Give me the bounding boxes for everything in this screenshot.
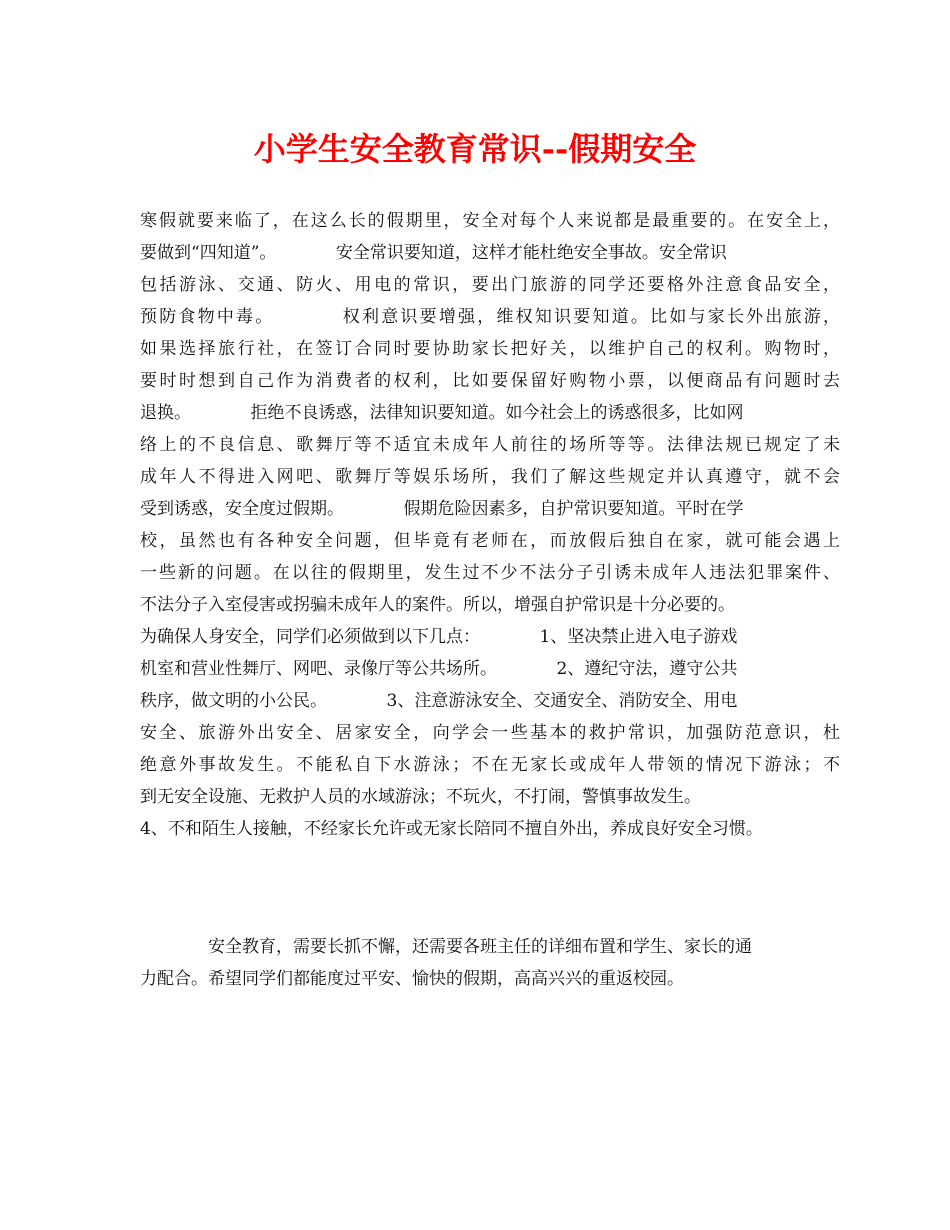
text-line: 络上的不良信息、歌舞厅等不适宜未成年人前往的场所等等。法律法规已规定了未: [140, 435, 840, 455]
text-line: 成年人不得进入网吧、歌舞厅等娱乐场所，我们了解这些规定并认真遵守，就不会: [140, 467, 840, 487]
text-line: 不法分子入室侵害或拐骗未成年人的案件。所以，增强自护常识是十分必要的。: [140, 595, 735, 615]
text-line: 退换。 拒绝不良诱惑，法律知识要知道。如今社会上的诱惑很多，比如网: [140, 403, 744, 423]
text-line: 预防食物中毒。 权利意识要增强，维权知识要知道。比如与家长外出旅游，: [140, 307, 840, 327]
text-line: 要做到“四知道”。 安全常识要知道，这样才能杜绝安全事故。安全常识: [140, 243, 727, 263]
text-line: 安全教育，需要长抓不懈，还需要各班主任的详细布置和学生、家长的通: [140, 937, 752, 957]
text-line: 包括游泳、交通、防火、用电的常识，要出门旅游的同学还要格外注意食品安全，: [140, 275, 840, 295]
text-line: 机室和营业性舞厅、网吧、录像厅等公共场所。 2、遵纪守法，遵守公共: [140, 659, 738, 679]
text-line: 校，虽然也有各种安全问题，但毕竟有老师在，而放假后独自在家，就可能会遇上: [140, 531, 840, 551]
text-line: 一些新的问题。在以往的假期里，发生过不少不法分子引诱未成年人违法犯罪案件、: [140, 563, 840, 583]
document-title: 小学生安全教育常识--假期安全: [253, 130, 697, 168]
text-line: 如果选择旅行社，在签订合同时要协助家长把好关，以维护自己的权利。购物时，: [140, 339, 840, 359]
text-line: 寒假就要来临了，在这么长的假期里，安全对每个人来说都是最重要的。在安全上，: [140, 211, 840, 231]
text-line: 要时时想到自己作为消费者的权利，比如要保留好购物小票，以便商品有问题时去: [140, 371, 840, 391]
text-line: 安全、旅游外出安全、居家安全，向学会一些基本的救护常识，加强防范意识，杜: [140, 723, 840, 743]
text-line: 绝意外事故发生。不能私自下水游泳；不在无家长或成年人带领的情况下游泳；不: [140, 755, 840, 775]
text-line: 为确保人身安全，同学们必须做到以下几点： 1、坚决禁止进入电子游戏: [140, 627, 738, 647]
text-line: 受到诱惑，安全度过假期。 假期危险因素多，自护常识要知道。平时在学: [140, 499, 744, 519]
text-line: 力配合。希望同学们都能度过平安、愉快的假期，高高兴兴的重返校园。: [140, 969, 684, 989]
text-line: 到无安全设施、无救护人员的水域游泳；不玩火，不打闹，警慎事故发生。: [140, 787, 701, 807]
paragraph-1: [140, 205, 840, 845]
text-line: 4、不和陌生人接触，不经家长允许或无家长陪同不擅自外出，养成良好安全习惯。: [140, 819, 763, 839]
paragraph-2: [140, 931, 840, 995]
text-line: 秩序，做文明的小公民。 3、注意游泳安全、交通安全、消防安全、用电: [140, 691, 738, 711]
